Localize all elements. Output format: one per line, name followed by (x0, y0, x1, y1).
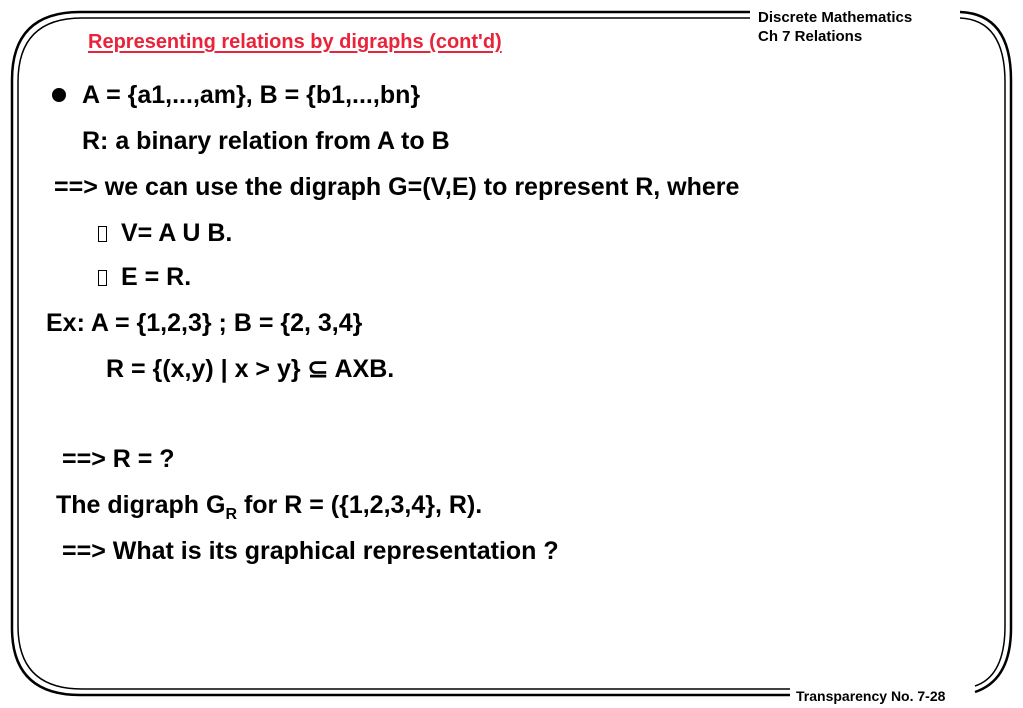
transparency-number: Transparency No. 7-28 (796, 688, 946, 704)
text-line-relation-def: R = {(x,y) | x > y} ⊆ AXB. (106, 355, 395, 383)
bullet-dot-icon (52, 88, 66, 102)
text-line-example: Ex: A = {1,2,3} ; B = {2, 3,4} (46, 309, 363, 337)
text-line-relation: R: a binary relation from A to B (82, 127, 450, 155)
text-line-graphical: ==> What is its graphical representation ? (62, 537, 559, 565)
edges-text: E = R. (121, 263, 192, 291)
sub-item-vertices (98, 218, 232, 248)
digraph-gr-subscript: R (225, 506, 238, 523)
sub-item-edges (98, 262, 191, 292)
chapter-name: Ch 7 Relations (758, 28, 863, 45)
text-line-sets: A = {a1,...,am}, B = {b1,...,bn} (82, 81, 421, 109)
slide-title: Representing relations by digraphs (cont'd) (88, 31, 502, 53)
digraph-gr-pre: The digraph G (56, 491, 226, 519)
text-line-digraph-gr (56, 490, 482, 530)
digraph-gr-post: for R = ({1,2,3,4}, R). (237, 491, 483, 519)
course-header (758, 8, 912, 46)
course-name: Discrete Mathematics (758, 9, 913, 26)
sub-bullet-icon (98, 270, 107, 286)
text-line-digraph: ==> we can use the digraph G=(V,E) to represent R, where (54, 173, 740, 201)
text-line-question: ==> R = ? (62, 445, 175, 473)
sub-bullet-icon (98, 226, 107, 242)
vertices-text: V= A U B. (121, 219, 233, 247)
